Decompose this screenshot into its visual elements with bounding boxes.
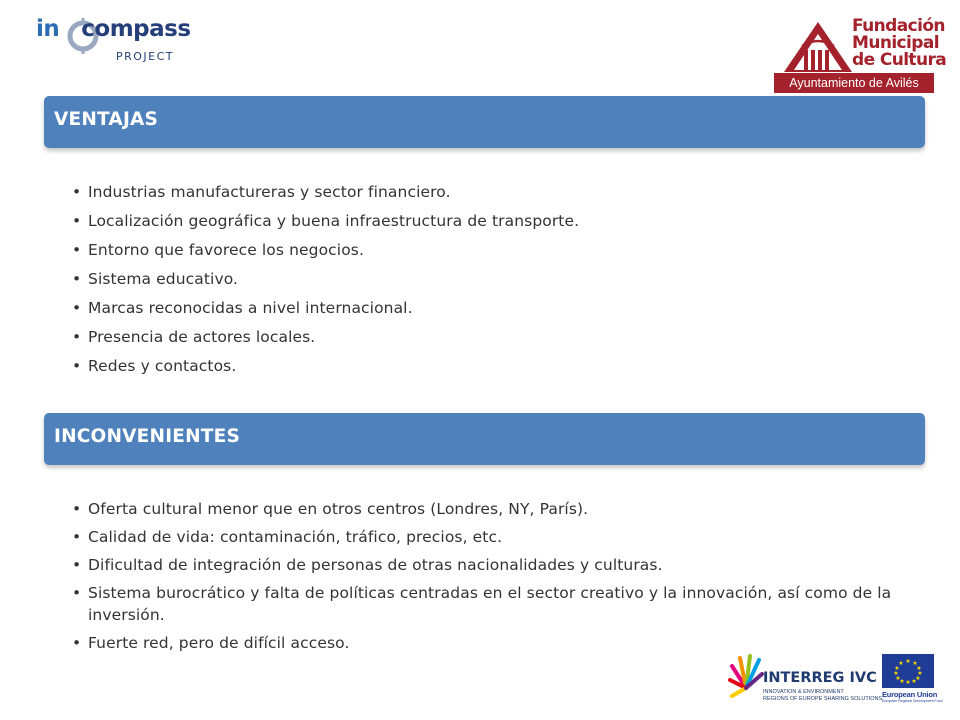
svg-text:★: ★ (899, 678, 905, 685)
list-item: • Marcas reconocidas a nivel internacional. (72, 297, 922, 319)
svg-text:★: ★ (916, 665, 922, 672)
incompass-wordmark: in compass (36, 16, 191, 42)
list-item: • Presencia de actores locales. (72, 326, 922, 348)
ayuntamiento-band: Ayuntamiento de Avilés (774, 73, 934, 93)
svg-text:★: ★ (911, 678, 917, 685)
svg-text:★: ★ (894, 665, 900, 672)
svg-text:★: ★ (898, 660, 904, 667)
interreg-burst-icon (726, 648, 766, 708)
incompass-logo (36, 12, 191, 74)
list-item: • Industrias manufactureras y sector financiero. (72, 181, 922, 203)
section-header-ventajas (44, 96, 925, 148)
svg-text:★: ★ (912, 660, 918, 667)
eu-caption: European Union (882, 690, 938, 699)
list-item: • Dificultad de integración de personas de otras nacionalidades y culturas. (72, 554, 922, 576)
svg-text:★: ★ (915, 675, 921, 682)
list-item: • Sistema educativo. (72, 268, 922, 290)
interreg-logo (726, 648, 883, 708)
list-item: • Oferta cultural menor que en otros centros (Londres, NY, París). (72, 498, 922, 520)
interreg-name: INTERREG IVC (763, 670, 877, 686)
section-title: VENTAJAS (54, 109, 159, 130)
svg-text:★: ★ (917, 670, 923, 677)
svg-text:★: ★ (905, 658, 911, 665)
eu-logo (882, 654, 943, 706)
section-header-inconvenientes (44, 413, 925, 465)
interreg-tagline: INNOVATION & ENVIRONMENT REGIONS OF EUROPE SHARING SOLUTIONS (763, 689, 883, 702)
fundacion-municipal-logo (774, 16, 947, 92)
list-item: • Localización geográfica y buena infraestructura de transporte. (72, 210, 922, 232)
list-item: • Sistema burocrático y falta de políticas centradas en el sector creativo y la innovación, así como de la inversión. (72, 582, 922, 626)
list-item: • Entorno que favorece los negocios. (72, 239, 922, 261)
list-item: • Fuerte red, pero de difícil acceso. (72, 632, 922, 654)
building-emblem-icon (780, 20, 856, 74)
incompass-subtitle: PROJECT (116, 50, 175, 63)
svg-text:★: ★ (905, 679, 911, 686)
section-title: INCONVENIENTES (54, 426, 240, 447)
list-item: • Redes y contactos. (72, 355, 922, 377)
eu-fund-caption: European Regional Development Fund (882, 699, 943, 703)
svg-text:★: ★ (895, 675, 901, 682)
ventajas-list (72, 181, 922, 384)
fundacion-name: Fundación Municipal de Cultura (852, 16, 947, 70)
inconvenientes-list (72, 498, 922, 660)
eu-flag-icon (882, 654, 934, 688)
svg-text:★: ★ (893, 670, 899, 677)
list-item: • Calidad de vida: contaminación, tráfico, precios, etc. (72, 526, 922, 548)
